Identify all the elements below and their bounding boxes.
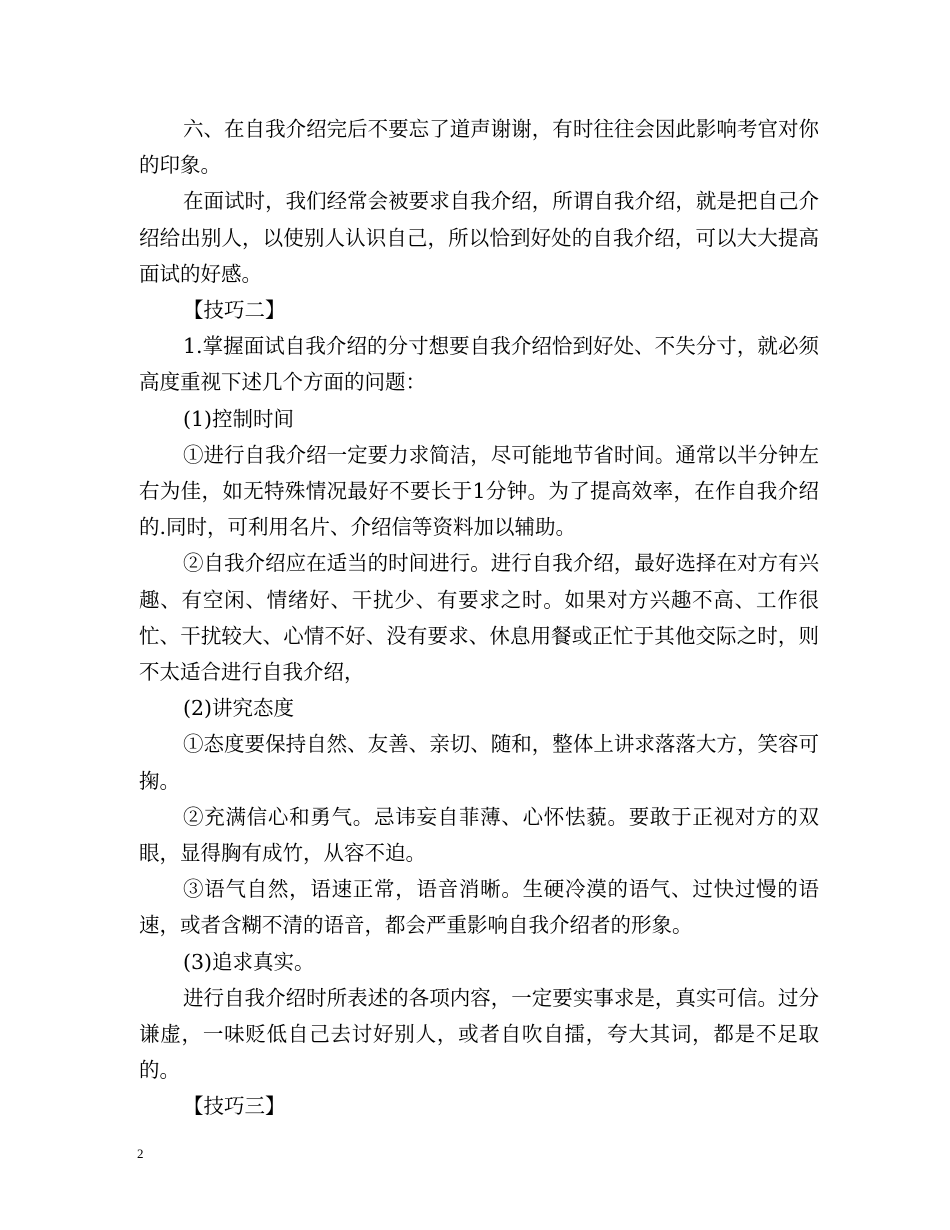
subheading-control-time: (1)控制时间 bbox=[183, 406, 295, 431]
paragraph-11: ③语气自然，语速正常，语音消晰。生硬冷漠的语气、过快过慢的语速，或者含糊不清的语音，都会严重影响自我介绍者的形象。 bbox=[139, 877, 819, 938]
paragraph-2: 在面试时，我们经常会被要求自我介绍，所谓自我介绍，就是把自己介绍给出别人，以使别人认识自己，所以恰到好处的自我介绍，可以大大提高面试的好感。 bbox=[139, 189, 819, 286]
paragraph-4: 1.掌握面试自我介绍的分寸想要自我介绍恰到好处、不失分寸，就必须高度重视下述几个方面的问题： bbox=[139, 334, 819, 395]
paragraph-10: ②充满信心和勇气。忌讳妄自菲薄、心怀怯藐。要敢于正视对方的双眼，显得胸有成竹，从容不迫。 bbox=[139, 804, 819, 866]
paragraph-1: 六、在自我介绍完后不要忘了道声谢谢，有时往往会因此影响考官对你的印象。 bbox=[139, 117, 819, 178]
section-heading-tip-3: 【技巧三】 bbox=[183, 1094, 286, 1119]
paragraph-7: ②自我介绍应在适当的时间进行。进行自我介绍，最好选择在对方有兴趣、有空闲、情绪好、干扰少、有要求之时。如果对方兴趣不高、工作很忙、干扰较大、心情不好、没有要求、休息用餐或正忙于其他交际之时，则不太适合进行自我介绍， bbox=[139, 551, 819, 685]
paragraph-13: 进行自我介绍时所表述的各项内容，一定要实事求是，真实可信。过分谦虚，一味贬低自己去讨好别人，或者自吹自擂，夸大其词，都是不足取的。 bbox=[139, 985, 819, 1083]
document-body bbox=[139, 111, 819, 1125]
subheading-truth: (3)追求真实。 bbox=[183, 949, 315, 974]
section-heading-tip-2: 【技巧二】 bbox=[183, 298, 286, 323]
subheading-attitude: (2)讲究态度 bbox=[183, 696, 295, 721]
paragraph-6: ①进行自我介绍一定要力求简洁，尽可能地节省时间。通常以半分钟左右为佳，如无特殊情况最好不要长于1分钟。为了提高效率，在作自我介绍的.同时，可利用名片、介绍信等资料加以辅助。 bbox=[139, 442, 819, 540]
page-number: 2 bbox=[137, 1146, 144, 1161]
paragraph-9: ①态度要保持自然、友善、亲切、随和，整体上讲求落落大方，笑容可掬。 bbox=[139, 732, 819, 793]
